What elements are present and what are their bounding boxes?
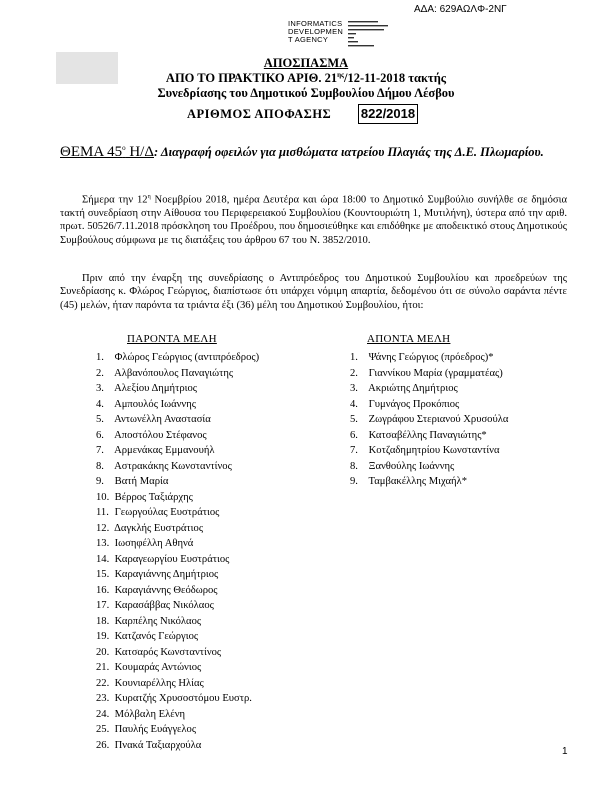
p1-pre: Σήμερα την 12: [82, 194, 148, 206]
member-number: 3.: [96, 383, 104, 394]
member-name: Καραγιάννης Θεόδωρος: [114, 584, 218, 596]
member-number: 21.: [96, 662, 110, 673]
member-number: 22.: [96, 677, 110, 689]
logo-fine-print: [348, 20, 394, 53]
list-item: [96, 350, 259, 366]
absent-members-list: [350, 350, 508, 490]
list-item: [96, 505, 259, 521]
member-name: Γιαννίκου Μαρία (γραμματέας): [368, 367, 503, 379]
member-name: Κατσαρός Κωνσταντίνος: [114, 646, 222, 658]
member-number: 4.: [96, 398, 104, 410]
member-name: Μόλβαλη Ελένη: [114, 708, 186, 720]
member-name: Καρασάββας Νικόλαος: [114, 600, 214, 611]
member-name: Παυλής Ευάγγελος: [114, 724, 197, 735]
list-item: [96, 629, 259, 645]
subject-label-sup: ο: [122, 144, 126, 152]
praktiko-sup: ης: [337, 71, 345, 79]
member-number: 9.: [96, 476, 104, 487]
member-number: 6.: [350, 429, 358, 441]
member-name: Κυρατζής Χρυσοστόμου Ευστρ.: [114, 693, 252, 704]
subject-label: [60, 144, 154, 160]
logo-fine-print-graphic: [348, 20, 394, 52]
member-number: 3.: [350, 383, 358, 394]
member-number: 4.: [350, 398, 358, 410]
member-number: 8.: [350, 460, 358, 472]
member-number: 1.: [350, 352, 358, 363]
member-number: 18.: [96, 615, 110, 627]
member-number: 15.: [96, 569, 110, 580]
list-item: [96, 490, 259, 506]
member-number: 10.: [96, 491, 110, 503]
member-name: Ιωσηφέλλη Αθηνά: [114, 538, 194, 549]
member-number: 26.: [96, 739, 110, 751]
present-members-list: [96, 350, 259, 753]
list-item: [350, 350, 508, 366]
member-name: Ακριώτης Δημήτριος: [368, 383, 458, 394]
praktiko-post: /12-11-2018 τακτής: [344, 71, 447, 86]
member-number: 14.: [96, 553, 110, 565]
member-number: 16.: [96, 584, 110, 596]
list-item: [96, 428, 259, 444]
subject-line: [60, 141, 560, 160]
member-name: Κοτζαδημητρίου Κωνσταντίνα: [368, 445, 500, 456]
list-item: [96, 660, 259, 676]
decision-number-box: 822/2018: [358, 104, 418, 124]
list-item: [350, 459, 508, 475]
member-name: Βέρρος Ταξιάρχης: [114, 491, 193, 503]
list-item: [96, 738, 259, 754]
logo-line: DEVELOPMEN: [288, 27, 344, 36]
member-number: 25.: [96, 724, 110, 735]
list-item: [96, 598, 259, 614]
subject-label-post: Η/Δ: [125, 144, 154, 160]
list-item: [350, 428, 508, 444]
member-name: Καραγεωργίου Ευστράτιος: [114, 553, 230, 565]
list-item: [96, 691, 259, 707]
member-name: Κατσαβέλλης Παναγιώτης*: [368, 429, 487, 441]
list-item: [96, 722, 259, 738]
member-number: 5.: [350, 414, 358, 425]
list-item: [96, 583, 259, 599]
list-item: [96, 552, 259, 568]
list-item: [96, 536, 259, 552]
member-number: 24.: [96, 708, 110, 720]
list-item: [350, 474, 508, 490]
member-number: 23.: [96, 693, 110, 704]
list-item: [96, 521, 259, 537]
member-number: 20.: [96, 646, 110, 658]
paragraph-session: [60, 191, 567, 247]
member-name: Ζωγράφου Στεριανού Χρυσούλα: [368, 414, 509, 425]
member-name: Ξανθούλης Ιωάννης: [368, 460, 455, 472]
paragraph-quorum: Πριν από την έναρξη της συνεδρίασης ο Αντιπρόεδρος του Δημοτικού Συμβουλίου και προεδρεύων της Συνεδρίασης κ. Φλώρος Γεώργιος, διαπίστωσε ότι υπάρχει νόμιμη απαρτία, δεδομένου ότι σε σύνολο σαράντα πέντε (45) μελών, ήταν παρόντα τα τριάντα έξι (36) μέλη του Δημοτικού Συμβουλίου, ήτοι:: [60, 273, 567, 311]
member-name: Δαγκλής Ευστράτιος: [114, 522, 204, 534]
member-number: 9.: [350, 476, 358, 487]
list-item: [350, 443, 508, 459]
ada-code: ΑΔΑ: 629ΑΩΛΦ-2ΝΓ: [414, 4, 507, 15]
member-name: Γυμνάγος Προκόπιος: [368, 398, 460, 410]
member-name: Αλβανόπουλος Παναγιώτης: [114, 367, 234, 379]
member-name: Αρμενάκας Εμμανουήλ: [114, 445, 215, 456]
list-item: [96, 614, 259, 630]
member-name: Αντωνέλλη Αναστασία: [114, 414, 211, 425]
member-name: Αποστόλου Στέφανος: [114, 429, 207, 441]
list-item: [96, 707, 259, 723]
list-item: [96, 645, 259, 661]
member-number: 8.: [96, 460, 104, 472]
member-number: 11.: [96, 507, 109, 518]
present-heading: ΠΑΡΟΝΤΑ ΜΕΛΗ: [127, 333, 217, 345]
member-name: Αλεξίου Δημήτριος: [114, 383, 197, 394]
session-line: Συνεδρίασης του Δημοτικού Συμβουλίου Δήμου Λέσβου: [157, 86, 455, 100]
member-number: 6.: [96, 429, 104, 441]
list-item: [96, 412, 259, 428]
logo-line: T AGENCY: [288, 35, 329, 44]
subject-colon: :: [154, 145, 159, 159]
apospasma-title: ΑΠΟΣΠΑΣΜΑ: [263, 56, 349, 70]
member-name: Ψάνης Γεώργιος (πρόεδρος)*: [368, 352, 494, 363]
member-number: 7.: [350, 445, 358, 456]
member-name: Καρπέλης Νικόλαος: [114, 615, 202, 627]
member-number: 2.: [350, 367, 358, 379]
list-item: [96, 397, 259, 413]
member-number: 2.: [96, 367, 104, 379]
logo-text: [288, 20, 343, 44]
member-name: Γεωργούλας Ευστράτιος: [114, 507, 220, 518]
list-item: [350, 381, 508, 397]
list-item: [96, 567, 259, 583]
member-name: Κατζανός Γεώργιος: [114, 631, 199, 642]
p1-sup: η: [147, 194, 151, 200]
list-item: [96, 676, 259, 692]
member-number: 7.: [96, 445, 104, 456]
member-number: 5.: [96, 414, 104, 425]
member-name: Πνακά Ταξιαρχούλα: [114, 739, 202, 751]
member-number: 17.: [96, 600, 110, 611]
list-item: [96, 366, 259, 382]
list-item: [350, 366, 508, 382]
page-number: 1: [562, 746, 568, 757]
member-name: Ταμβακέλλης Μιχαήλ*: [368, 476, 467, 487]
member-number: 19.: [96, 631, 110, 642]
member-number: 13.: [96, 538, 110, 549]
list-item: [350, 412, 508, 428]
subject-text: Διαγραφή οφειλών για μισθώματα ιατρείου Πλαγιάς της Δ.Ε. Πλωμαρίου.: [158, 145, 544, 159]
list-item: [350, 397, 508, 413]
member-name: Αστρακάκης Κωνσταντίνος: [114, 460, 232, 472]
absent-heading: ΑΠΟΝΤΑ ΜΕΛΗ: [367, 333, 451, 345]
list-item: [96, 443, 259, 459]
member-name: Καραγιάννης Δημήτριος: [114, 569, 219, 580]
member-number: 1.: [96, 352, 104, 363]
praktiko-pre: ΑΠΟ ΤΟ ΠΡΑΚΤΙΚΟ ΑΡΙΘ. 21: [165, 71, 338, 86]
member-name: Κουμαράς Αντώνιος: [114, 662, 202, 673]
member-name: Κουνιαρέλλης Ηλίας: [114, 677, 204, 689]
praktiko-line: [0, 71, 612, 86]
subject-label-pre: ΘΕΜΑ 45: [60, 144, 123, 160]
member-name: Φλώρος Γεώργιος (αντιπρόεδρος): [114, 352, 260, 363]
decision-number-label: ΑΡΙΘΜΟΣ ΑΠΟΦΑΣΗΣ: [187, 107, 332, 121]
member-name: Αμπουλός Ιωάννης: [114, 398, 196, 410]
logo-line: INFORMATICS: [288, 19, 343, 28]
member-name: Βατή Μαρία: [114, 476, 169, 487]
list-item: [96, 459, 259, 475]
p1-post: Νοεμβρίου 2018, ημέρα Δευτέρα και ώρα 18:00 το Δημοτικό Συμβούλιο συνήλθε σε δημόσια τακτή συνεδρίαση στην Αίθουσα του Περιφερειακού Συμβουλίου (Κουντουριώτη 1, Μυτιλήνη), ύστερα από την αριθ. πρωτ. 50526/7.11.2018 πρόσκληση του Προέδρου, που δημοσιεύθηκε και επιδόθηκε με αποδεικτικό στους Δημοτικούς Συμβούλους σύμφωνα με τις διατάξεις του άρθρου 67 του Ν. 3852/2010.: [60, 194, 567, 246]
list-item: [96, 381, 259, 397]
member-number: 12.: [96, 522, 110, 534]
list-item: [96, 474, 259, 490]
